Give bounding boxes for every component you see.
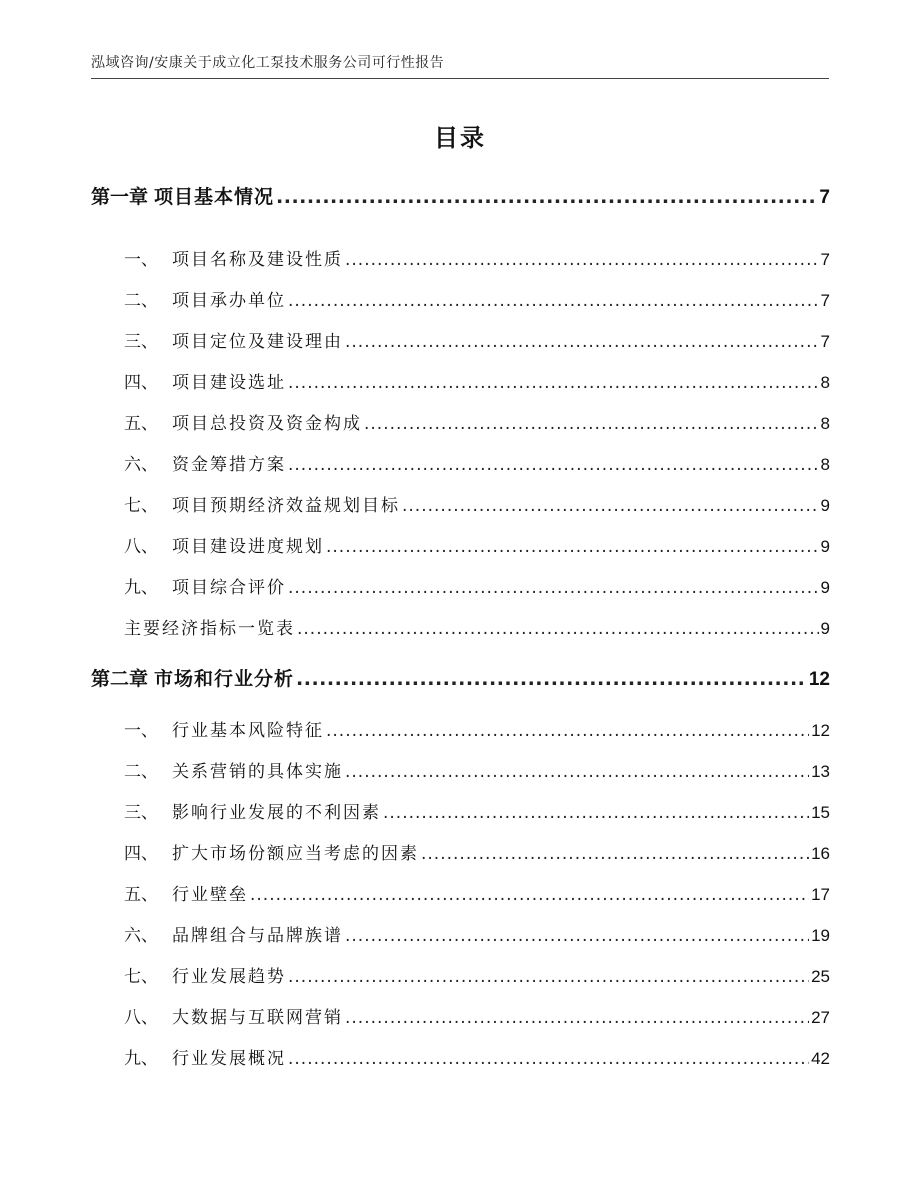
toc-section-entry[interactable] <box>91 880 830 905</box>
toc-entry-label: 关系营销的具体实施 <box>172 762 343 782</box>
toc-entry-number: 六、 <box>124 455 158 475</box>
toc-entry-label: 项目综合评价 <box>172 578 286 598</box>
toc-entry-number: 一、 <box>124 721 158 741</box>
toc-page-number: 27 <box>811 1008 830 1027</box>
dot-leader <box>297 619 819 639</box>
toc-entry-number: 五、 <box>124 414 158 434</box>
toc-page-number: 19 <box>811 926 830 945</box>
dot-leader <box>288 578 819 598</box>
toc-page-number: 8 <box>820 455 830 474</box>
toc-entry-label: 品牌组合与品牌族谱 <box>172 926 343 946</box>
toc-entry-label: 项目总投资及资金构成 <box>172 414 362 434</box>
toc-page-number: 7 <box>820 332 830 351</box>
toc-section-entry[interactable] <box>91 491 830 516</box>
toc-section-entry[interactable] <box>91 327 830 352</box>
toc-page-number: 9 <box>820 537 830 556</box>
toc-entry-number: 九、 <box>124 578 158 598</box>
toc-chapter-entry[interactable] <box>91 664 830 691</box>
toc-entry-label: 影响行业发展的不利因素 <box>172 803 381 823</box>
toc-entry-number: 第二章 <box>91 668 149 690</box>
toc-page-number: 25 <box>811 967 830 986</box>
toc-entry-label: 项目基本情况 <box>154 186 275 208</box>
toc-entry-number: 一、 <box>124 250 158 270</box>
dot-leader <box>326 721 809 741</box>
toc-entry-number: 六、 <box>124 926 158 946</box>
dot-leader <box>326 537 819 557</box>
toc-entry-number: 七、 <box>124 967 158 987</box>
toc-page-number: 15 <box>811 803 830 822</box>
dot-leader <box>288 373 819 393</box>
toc-entry-number: 七、 <box>124 496 158 516</box>
toc-section-entry[interactable] <box>91 921 830 946</box>
toc-entry-number: 八、 <box>124 537 158 557</box>
dot-leader <box>345 762 809 782</box>
dot-leader <box>402 496 819 516</box>
toc-entry-label: 项目建设进度规划 <box>172 537 324 557</box>
toc-section-entry[interactable] <box>91 286 830 311</box>
toc-title: 目录 <box>434 124 486 152</box>
toc-entry-label: 扩大市场份额应当考虑的因素 <box>172 844 419 864</box>
toc-entry-number: 二、 <box>124 762 158 782</box>
toc-entry-label: 项目建设选址 <box>172 373 286 393</box>
toc-section-entry[interactable] <box>91 798 830 823</box>
toc-entry-label: 资金筹措方案 <box>172 455 286 475</box>
toc-entry-label: 大数据与互联网营销 <box>172 1008 343 1028</box>
dot-leader <box>345 1008 809 1028</box>
toc-section-entry[interactable] <box>91 532 830 557</box>
toc-entry-number: 第一章 <box>91 186 149 208</box>
toc-entry-number: 四、 <box>124 373 158 393</box>
dot-leader <box>345 250 819 270</box>
running-header: 泓域咨询/安康关于成立化工泵技术服务公司可行性报告 <box>91 55 445 71</box>
toc-entry-label: 行业发展趋势 <box>172 967 286 987</box>
toc-section-entry[interactable] <box>91 368 830 393</box>
toc-page-number: 16 <box>811 844 830 863</box>
toc-entry-label: 主要经济指标一览表 <box>124 619 295 639</box>
toc-section-entry[interactable] <box>91 757 830 782</box>
dot-leader <box>288 291 819 311</box>
toc-entry-number: 三、 <box>124 332 158 352</box>
dot-leader <box>250 885 809 905</box>
toc-section-entry[interactable] <box>91 245 830 270</box>
toc-chapter-entry[interactable] <box>91 182 830 209</box>
toc-page-number: 9 <box>820 578 830 597</box>
toc-entry-number: 四、 <box>124 844 158 864</box>
toc-entry-label: 项目预期经济效益规划目标 <box>172 496 400 516</box>
toc-page-number: 7 <box>820 250 830 269</box>
toc-entry-number: 二、 <box>124 291 158 311</box>
toc-section-entry[interactable] <box>91 716 830 741</box>
dot-leader <box>421 844 809 864</box>
dot-leader <box>288 455 819 475</box>
toc-page-number: 12 <box>808 669 830 690</box>
dot-leader <box>345 926 809 946</box>
dot-leader <box>276 186 817 208</box>
toc-page-number: 17 <box>811 885 830 904</box>
toc-section-entry[interactable] <box>91 450 830 475</box>
toc-section-entry[interactable] <box>91 1003 830 1028</box>
toc-page-number: 42 <box>811 1049 830 1068</box>
toc-entry-label: 项目承办单位 <box>172 291 286 311</box>
toc-page-number: 9 <box>820 619 830 638</box>
dot-leader <box>345 332 819 352</box>
toc-page-number: 13 <box>811 762 830 781</box>
toc-entry-label: 项目定位及建设理由 <box>172 332 343 352</box>
toc-entry-label: 行业发展概况 <box>172 1049 286 1069</box>
toc-page-number: 12 <box>811 721 830 740</box>
header-rule <box>91 78 829 79</box>
dot-leader <box>383 803 809 823</box>
toc-page-number: 9 <box>820 496 830 515</box>
toc-entry-label: 行业壁垒 <box>172 885 248 905</box>
toc-page-number: 8 <box>820 373 830 392</box>
toc-section-entry[interactable] <box>91 839 830 864</box>
toc-section-entry[interactable] <box>91 409 830 434</box>
toc-entry-number: 八、 <box>124 1008 158 1028</box>
toc-section-entry[interactable] <box>91 1044 830 1069</box>
toc-entry-label: 市场和行业分析 <box>154 668 295 690</box>
toc-entry-number: 五、 <box>124 885 158 905</box>
toc-entry-label: 行业基本风险特征 <box>172 721 324 741</box>
toc-entry-label: 项目名称及建设性质 <box>172 250 343 270</box>
toc-entry-number: 三、 <box>124 803 158 823</box>
dot-leader <box>288 1049 809 1069</box>
toc-page-number: 7 <box>820 291 830 310</box>
toc-page-number: 7 <box>819 187 830 208</box>
toc-entry-number: 九、 <box>124 1049 158 1069</box>
toc-section-entry[interactable] <box>91 573 830 598</box>
dot-leader <box>288 967 809 987</box>
toc-page-number: 8 <box>820 414 830 433</box>
toc-section-entry[interactable] <box>91 614 830 639</box>
toc-section-entry[interactable] <box>91 962 830 987</box>
dot-leader <box>364 414 819 434</box>
dot-leader <box>296 668 807 690</box>
